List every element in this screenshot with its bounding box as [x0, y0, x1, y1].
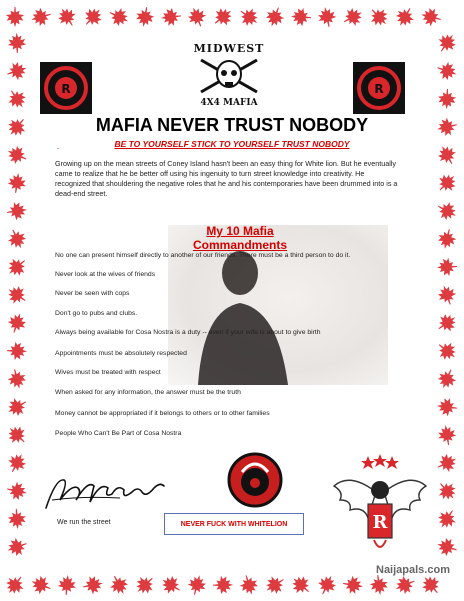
- badge-right-logo: [353, 62, 405, 114]
- maple-leaf-icon: [134, 6, 156, 28]
- midwest-logo: [181, 42, 277, 110]
- maple-leaf-icon: [134, 574, 156, 596]
- list-item: Appointments must be absolutely respected: [55, 350, 187, 357]
- maple-leaf-icon: [316, 6, 338, 28]
- maple-leaf-icon: [6, 88, 28, 110]
- list-item: Never look at the wives of friends: [55, 271, 156, 278]
- watermark: Naijapals.com: [376, 564, 450, 576]
- page-subtitle: BE TO YOURSELF STICK TO YOURSELF TRUST NOBODY: [114, 139, 350, 149]
- maple-leaf-icon: [4, 574, 26, 596]
- maple-leaf-icon: [436, 536, 458, 558]
- maple-leaf-icon: [212, 6, 234, 28]
- maple-leaf-icon: [420, 574, 442, 596]
- maple-leaf-icon: [436, 452, 458, 474]
- maple-leaf-icon: [160, 574, 182, 596]
- maple-leaf-icon: [290, 6, 312, 28]
- list-item: People Who Can't Be Part of Cosa Nostra: [55, 430, 182, 437]
- run-street-text: We run the street: [57, 519, 111, 526]
- badge-emblem-icon: [40, 62, 92, 114]
- maple-leaf-icon: [160, 6, 182, 28]
- maple-leaf-icon: [4, 6, 26, 28]
- list-item: No one can present himself directly to another of our friends. There must be a third person to do it.: [55, 252, 351, 259]
- maple-leaf-icon: [436, 508, 458, 530]
- maple-leaf-icon: [436, 200, 458, 222]
- maple-leaf-icon: [6, 396, 28, 418]
- maple-leaf-icon: [6, 284, 28, 306]
- maple-leaf-icon: [82, 6, 104, 28]
- maple-leaf-icon: [436, 144, 458, 166]
- maple-leaf-icon: [290, 574, 312, 596]
- maple-leaf-icon: [6, 424, 28, 446]
- list-item: Money cannot be appropriated if it belongs to others or to other families: [55, 410, 270, 417]
- badge-emblem-icon: [353, 62, 405, 114]
- list-item: Always being available for Cosa Nostra is a duty -- even if your wife is about to give birth: [55, 329, 321, 336]
- list-item: Don't go to pubs and clubs.: [55, 310, 138, 317]
- whitelion-box: [164, 513, 304, 535]
- maple-leaf-icon: [6, 452, 28, 474]
- maple-leaf-icon: [6, 172, 28, 194]
- maple-leaf-icon: [420, 6, 442, 28]
- maple-leaf-icon: [316, 574, 338, 596]
- maple-leaf-icon: [436, 396, 458, 418]
- samurai-music-logo: [226, 450, 284, 514]
- maple-leaf-icon: [6, 312, 28, 334]
- badge-left-logo: [40, 62, 92, 114]
- maple-leaf-icon: [264, 6, 286, 28]
- maple-leaf-icon: [6, 32, 28, 54]
- logo-subtitle: 4X4 MAFIA: [200, 98, 258, 108]
- maple-leaf-icon: [30, 574, 52, 596]
- page-title: MAFIA NEVER TRUST NOBODY: [95, 115, 369, 135]
- samurai-emblem-icon: [226, 450, 284, 514]
- intro-paragraph: Growing up on the mean streets of Coney Island hasn't been an easy thing for White lion. But he eventually came to realize that he be better off using his ingenuity to turn street knowledge into creativity. He recognized that shouldering the negative roles that he and his contemporaries have been drummed into is a dead-end street.: [55, 159, 398, 198]
- maple-leaf-icon: [6, 256, 28, 278]
- svg-text:R: R: [61, 82, 71, 96]
- maple-leaf-icon: [82, 574, 104, 596]
- svg-text:R: R: [374, 82, 384, 96]
- logo-title: MIDWEST: [193, 42, 265, 55]
- signature-icon: [42, 470, 167, 515]
- maple-leaf-icon: [436, 256, 458, 278]
- maple-leaf-icon: [108, 574, 130, 596]
- maple-leaf-icon: [436, 32, 458, 54]
- winged-r-logo: [330, 452, 430, 557]
- svg-text:R: R: [372, 512, 388, 533]
- maple-leaf-icon: [6, 340, 28, 362]
- maple-leaf-icon: [436, 60, 458, 82]
- maple-leaf-icon: [342, 6, 364, 28]
- signature: [42, 470, 167, 515]
- list-item: When asked for any information, the answer must be the truth: [55, 389, 241, 396]
- maple-leaf-icon: [6, 60, 28, 82]
- maple-leaf-icon: [342, 574, 364, 596]
- maple-leaf-icon: [6, 144, 28, 166]
- maple-leaf-icon: [436, 284, 458, 306]
- maple-leaf-icon: [394, 574, 416, 596]
- maple-leaf-icon: [436, 228, 458, 250]
- maple-leaf-icon: [212, 574, 234, 596]
- maple-leaf-icon: [30, 6, 52, 28]
- maple-leaf-icon: [56, 574, 78, 596]
- maple-leaf-icon: [436, 480, 458, 502]
- maple-leaf-icon: [238, 6, 260, 28]
- maple-leaf-icon: [436, 368, 458, 390]
- wings-emblem-icon: [330, 452, 430, 557]
- maple-leaf-icon: [6, 116, 28, 138]
- maple-leaf-icon: [6, 508, 28, 530]
- maple-leaf-icon: [436, 312, 458, 334]
- maple-leaf-icon: [368, 6, 390, 28]
- maple-leaf-icon: [436, 88, 458, 110]
- commandments-heading: My 10 Mafia Commandments: [192, 224, 287, 252]
- maple-leaf-icon: [238, 574, 260, 596]
- maple-leaf-icon: [368, 574, 390, 596]
- maple-leaf-icon: [6, 228, 28, 250]
- maple-leaf-icon: [436, 116, 458, 138]
- maple-leaf-icon: [6, 368, 28, 390]
- maple-leaf-icon: [6, 480, 28, 502]
- maple-leaf-icon: [394, 6, 416, 28]
- dash-mark: -: [57, 146, 59, 152]
- maple-leaf-icon: [108, 6, 130, 28]
- list-item: Never be seen with cops: [55, 290, 130, 297]
- maple-leaf-icon: [186, 6, 208, 28]
- maple-leaf-icon: [186, 574, 208, 596]
- maple-leaf-icon: [6, 200, 28, 222]
- maple-leaf-icon: [264, 574, 286, 596]
- list-item: Wives must be treated with respect: [55, 369, 161, 376]
- maple-leaf-icon: [6, 536, 28, 558]
- skull-guns-icon: [199, 54, 259, 98]
- maple-leaf-icon: [436, 340, 458, 362]
- whitelion-box-text: NEVER FUCK WITH WHITELION: [180, 520, 288, 528]
- maple-leaf-icon: [436, 172, 458, 194]
- maple-leaf-icon: [56, 6, 78, 28]
- maple-leaf-icon: [436, 424, 458, 446]
